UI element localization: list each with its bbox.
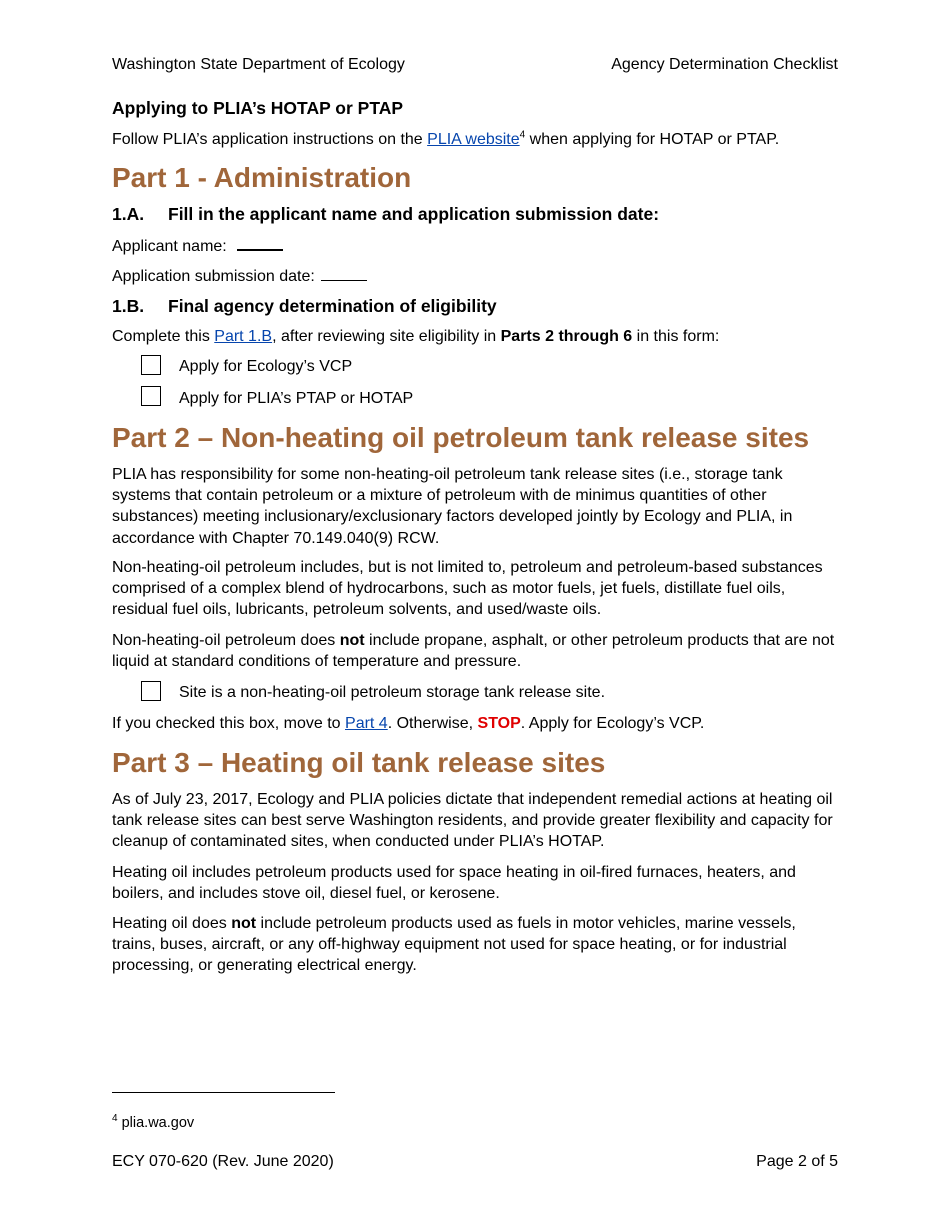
footnote: $^4$ plia.wa.gov	[112, 1113, 195, 1131]
stop-label: STOP	[477, 715, 521, 732]
part2-paragraph-3: Non-heating-oil petroleum does not include propane, asphalt, or other petroleum products that are not liquid at standard conditions of temperature and pressure.	[112, 632, 835, 671]
footer-page-number: Page 2 of 5	[756, 1153, 838, 1170]
part-1b-link[interactable]: Part 1.B	[214, 328, 273, 345]
applicant-name-label: Applicant name:	[112, 238, 232, 255]
section-1b-heading: 1.B. Final agency determination of eligibility	[112, 296, 497, 316]
part3-heading: Part 3 – Heating oil tank release sites	[112, 747, 606, 778]
applicant-name-row	[112, 235, 283, 256]
apply-plia-checkbox[interactable]	[141, 386, 161, 406]
submission-date-field[interactable]	[321, 266, 367, 281]
submission-date-label: Application submission date:	[112, 268, 320, 285]
section-1a-heading: 1.A. Fill in the applicant name and application submission date:	[112, 204, 660, 224]
part3-paragraph-1: As of July 23, 2017, Ecology and PLIA policies dictate that independent remedial actions at heating oil tank release sites can best serve Washington residents, and provide greater flexibility and capacity for cleanup of contaminated sites, when conducted under PLIA’s HOTAP.	[112, 791, 833, 851]
part1-heading: Part 1 - Administration	[112, 162, 412, 193]
apply-plia-label: Apply for PLIA’s PTAP or HOTAP	[179, 390, 414, 407]
submission-date-row	[112, 266, 367, 286]
part2-paragraph-1: PLIA has responsibility for some non-heating-oil petroleum tank release sites (i.e., storage tank systems that contain petroleum or a mixture of petroleum with de minimus quantities of other substances) meeting inclusionary/exclusionary factors developed jointly by Ecology and PLIA, in accordance with Chapter 70.149.040(9) RCW.	[112, 466, 793, 547]
section-1b-instructions: Complete this Part 1.B, after reviewing site eligibility in Parts 2 through 6 in this form:	[112, 328, 720, 345]
header-agency: Washington State Department of Ecology	[112, 56, 405, 73]
non-heating-oil-site-label: Site is a non-heating-oil petroleum storage tank release site.	[179, 684, 606, 701]
applicant-name-field[interactable]	[237, 235, 283, 251]
part3-paragraph-2: Heating oil includes petroleum products used for space heating in oil-fired furnaces, heaters, and boilers, and includes stove oil, diesel fuel, or kerosene.	[112, 864, 796, 903]
footer-form-number: ECY 070-620 (Rev. June 2020)	[112, 1153, 334, 1170]
apply-ecology-vcp-label: Apply for Ecology’s VCP	[179, 358, 353, 375]
part2-paragraph-2: Non-heating-oil petroleum includes, but is not limited to, petroleum and petroleum-based substances comprised of a complex blend of hydrocarbons, such as motor fuels, jet fuels, distillate fuel oils, residual fuel oils, lubricants, petroleum solvents, and used/waste oils.	[112, 559, 823, 619]
header-doc-title: Agency Determination Checklist	[611, 56, 838, 73]
part3-paragraph-3: Heating oil does not include petroleum products used as fuels in motor vehicles, marine vessels, trains, buses, aircraft, or any off-highway equipment not used for space heating, or for industrial processing, or generating electrical energy.	[112, 915, 796, 975]
part-4-link[interactable]: Part 4	[345, 715, 388, 732]
non-heating-oil-site-checkbox[interactable]	[141, 681, 161, 701]
part2-next-step: If you checked this box, move to Part 4. Otherwise, STOP. Apply for Ecology’s VCP.	[112, 715, 705, 732]
part2-heading: Part 2 – Non-heating oil petroleum tank release sites	[112, 422, 810, 453]
plia-website-link[interactable]: PLIA website	[427, 131, 520, 148]
apply-ecology-vcp-checkbox[interactable]	[141, 355, 161, 375]
footnote-separator	[112, 1092, 335, 1093]
applying-heading: Applying to PLIA’s HOTAP or PTAP	[112, 98, 404, 118]
footnote-ref: 4	[519, 129, 526, 141]
applying-paragraph: Follow PLIA’s application instructions on the PLIA website$^4$ when applying for HOTAP or PTAP.	[112, 129, 780, 148]
